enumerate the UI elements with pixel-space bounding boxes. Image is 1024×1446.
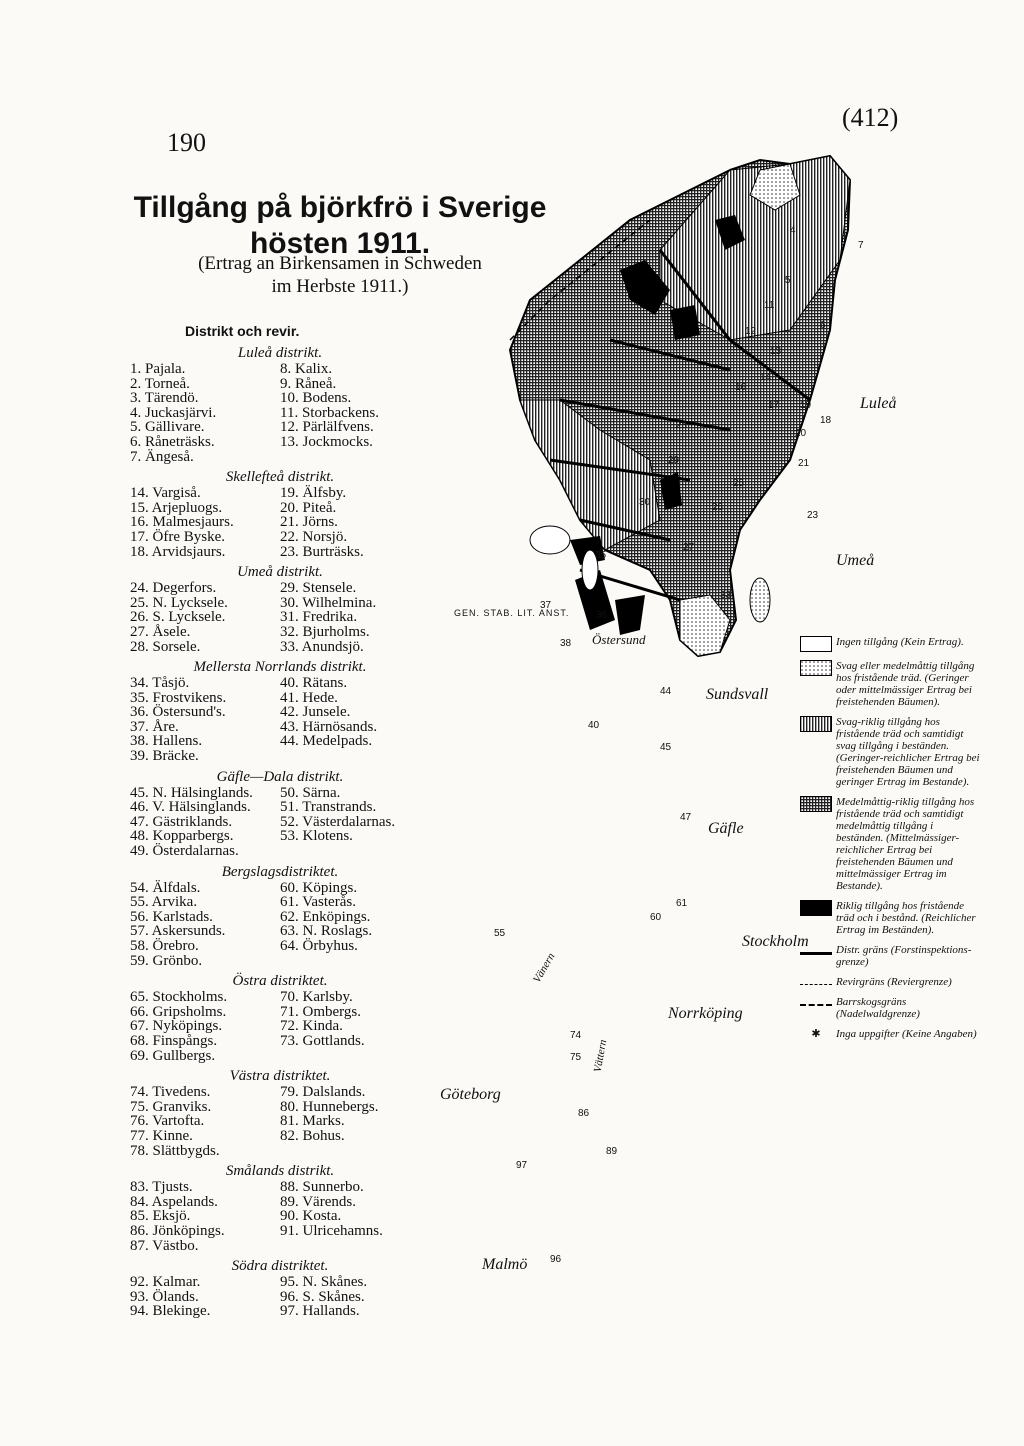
key-item — [800, 976, 980, 988]
revir-column — [130, 990, 280, 1063]
map-number-96: 96 — [550, 1254, 562, 1265]
key-swatch-vlines — [800, 716, 832, 732]
key-item — [800, 1028, 980, 1040]
subtitle-line-1: (Ertrag an Birkensamen in Schweden — [198, 253, 482, 274]
revir-item: 56. Karlstads. — [130, 908, 213, 925]
revir-item: 10. Bodens. — [280, 390, 352, 407]
district-columns — [130, 786, 450, 859]
revir-item: 97. Hallands. — [280, 1303, 360, 1320]
revir-item: 61. Vasterås. — [280, 894, 356, 911]
district-columns — [130, 881, 450, 969]
revir-item: 40. Rätans. — [280, 675, 348, 692]
map-number-17: 17 — [768, 400, 780, 411]
revir-item: 9. Råneå. — [280, 375, 337, 392]
revir-item: 75. Granviks. — [130, 1098, 212, 1115]
revir-item: 45. N. Hälsinglands. — [130, 784, 253, 801]
revir-item: 87. Västbo. — [130, 1237, 199, 1254]
map-number-7: 7 — [858, 240, 864, 251]
key-text: Riklig tillgång hos fristående träd och i bestånd. (Reichlicher Ertrag im Beständen). — [836, 900, 976, 936]
key-item — [800, 636, 980, 652]
key-text: Svag eller medelmåttig tillgång hos fristående träd. (Geringer oder mittelmässiger Ertrag bei freistehenden Bäumen). — [836, 660, 975, 708]
revir-item: 57. Askersunds. — [130, 923, 226, 940]
revir-column — [280, 581, 430, 654]
district-heading: Gäfle—Dala distrikt. — [216, 768, 344, 785]
key-swatch-thick-line — [800, 944, 832, 955]
revir-column — [130, 362, 280, 464]
map-number-47: 47 — [680, 812, 692, 823]
district-columns — [130, 486, 450, 559]
page-number: 190 — [167, 128, 206, 157]
revir-item: 26. S. Lycksele. — [130, 609, 226, 626]
revir-item: 63. N. Roslags. — [280, 923, 373, 940]
district-columns — [130, 990, 450, 1063]
revir-item: 19. Älfsby. — [280, 485, 347, 502]
revir-item: 73. Gottlands. — [280, 1032, 365, 1049]
map-number-13: 13 — [770, 346, 782, 357]
revir-item: 38. Hallens. — [130, 733, 203, 750]
revir-item: 92. Kalmar. — [130, 1274, 201, 1291]
map-number-38: 38 — [560, 638, 572, 649]
revir-item: 65. Stockholms. — [130, 989, 228, 1006]
subtitle-line-2: im Herbste 1911.) — [271, 276, 409, 297]
revir-item: 88. Sunnerbo. — [280, 1179, 364, 1196]
map-number-23: 23 — [807, 510, 819, 521]
revir-item: 90. Kosta. — [280, 1208, 342, 1225]
district-heading: Skellefteå distrikt. — [225, 469, 335, 486]
key-item — [800, 660, 980, 708]
key-text: Barrskogsgräns (Nadelwaldgrenze) — [836, 996, 920, 1020]
revir-item: 23. Burträsks. — [280, 543, 364, 560]
revir-item: 67. Nyköpings. — [130, 1018, 223, 1035]
revir-item: 48. Kopparbergs. — [130, 828, 234, 845]
revir-item: 71. Ombergs. — [280, 1003, 361, 1020]
key-text: Inga uppgifter (Keine Angaben) — [836, 1028, 977, 1040]
sweden-map — [430, 100, 890, 660]
revir-item: 14. Vargiså. — [130, 485, 201, 502]
revir-item: 93. Ölands. — [130, 1288, 199, 1305]
map-number-12: 12 — [745, 326, 757, 337]
key-item — [800, 944, 980, 968]
key-swatch-blank — [800, 636, 832, 652]
revir-item: 60. Köpings. — [280, 879, 358, 896]
revir-item: 8. Kalix. — [280, 361, 333, 377]
revir-item: 54. Älfdals. — [130, 879, 201, 896]
map-number-14: 14 — [760, 372, 772, 383]
revir-item: 4. Juckasjärvi. — [130, 404, 217, 421]
revir-item: 52. Västerdalarnas. — [280, 813, 396, 830]
map-number-29: 29 — [668, 455, 680, 466]
revir-item: 27. Åsele. — [130, 623, 191, 640]
district-columns — [130, 676, 450, 764]
revir-item: 15. Arjepluogs. — [130, 499, 223, 516]
revir-item: 78. Slättbygds. — [130, 1142, 220, 1159]
map-number-89: 89 — [606, 1146, 618, 1157]
revir-item: 86. Jönköpings. — [130, 1222, 225, 1239]
revir-item: 77. Kinne. — [130, 1127, 193, 1144]
map-number-86: 86 — [578, 1108, 590, 1119]
map-number-37: 37 — [540, 600, 552, 611]
revir-column — [280, 881, 430, 969]
revir-item: 42. Junsele. — [280, 704, 351, 721]
map-number-40: 40 — [588, 720, 600, 731]
label-umea: Umeå — [836, 552, 875, 569]
label-stockholm: Stockholm — [742, 933, 809, 950]
district-heading: Smålands distrikt. — [225, 1163, 335, 1180]
revir-item: 96. S. Skånes. — [280, 1288, 365, 1305]
district-columns — [130, 1275, 450, 1319]
revir-item: 76. Vartofta. — [130, 1113, 205, 1130]
map-number-18: 18 — [820, 415, 832, 426]
revir-item: 30. Wilhelmina. — [280, 594, 377, 611]
key-text: Distr. gräns (Forstinspektions-grenze) — [836, 944, 972, 968]
revir-item: 66. Gripsholms. — [130, 1003, 227, 1020]
district-heading: Södra distriktet. — [231, 1258, 329, 1275]
lake-vanern — [530, 526, 570, 554]
revir-item: 70. Karlsby. — [280, 989, 353, 1006]
revir-item: 55. Arvika. — [130, 894, 198, 911]
revir-column — [130, 676, 280, 764]
label-gafle: Gäfle — [708, 820, 744, 837]
map-number-74: 74 — [570, 1030, 582, 1041]
district-columns — [130, 1085, 450, 1158]
key-text: Medelmåttig-riklig tillgång hos fristående träd och samtidigt medelmåttig tillgång i beständen. (Mittelmässiger-reichlicher Ertrag bei freistehenden Bäumen und mittelmässiger Ertrag im Bestande). — [836, 796, 975, 892]
revir-column — [280, 990, 430, 1063]
revir-column — [280, 1180, 430, 1253]
district-heading: Luleå distrikt. — [237, 345, 323, 361]
credit: GEN. STAB. LIT. ANST. — [454, 608, 570, 618]
district-columns — [130, 1180, 450, 1253]
revir-item: 74. Tivedens. — [130, 1084, 211, 1101]
revir-column — [280, 362, 430, 464]
label-vanern: Vänern — [530, 950, 558, 986]
revir-column — [130, 486, 280, 559]
revir-item: 35. Frostvikens. — [130, 689, 227, 706]
district-columns — [130, 362, 450, 464]
district-columns — [130, 581, 450, 654]
revir-item: 2. Torneå. — [130, 375, 190, 392]
revir-item: 32. Bjurholms. — [280, 623, 370, 640]
revir-item: 11. Storbackens. — [280, 404, 380, 421]
district-list — [130, 340, 450, 1319]
key-swatch-dash-line — [800, 976, 832, 985]
revir-item: 80. Hunnebergs. — [280, 1098, 379, 1115]
title-line-2: hösten 1911. — [249, 227, 431, 260]
key-item — [800, 796, 980, 892]
key-text: Ingen tillgång (Kein Ertrag). — [836, 636, 964, 648]
revir-item: 21. Jörns. — [280, 514, 338, 531]
map-number-11: 11 — [764, 300, 775, 311]
revir-column — [280, 486, 430, 559]
revir-item: 16. Malmesjaurs. — [130, 514, 234, 531]
revir-item: 84. Aspelands. — [130, 1193, 218, 1210]
map-number-6: 6 — [820, 320, 826, 331]
map-number-27: 27 — [683, 542, 695, 553]
key-text: Revirgräns (Reviergrenze) — [836, 976, 952, 988]
revir-item: 31. Fredrika. — [280, 609, 358, 626]
district-heading: Mellersta Norrlands distrikt. — [193, 659, 367, 676]
map-number-33: 33 — [720, 590, 732, 601]
map-number-60: 60 — [650, 912, 662, 923]
map-number-97: 97 — [516, 1160, 528, 1171]
revir-item: 83. Tjusts. — [130, 1179, 193, 1196]
revir-item: 95. N. Skånes. — [280, 1274, 368, 1291]
revir-item: 51. Transtrands. — [280, 799, 377, 816]
district-heading: Östra distriktet. — [232, 973, 328, 990]
revir-item: 49. Österdalarnas. — [130, 843, 239, 860]
revir-item: 34. Tåsjö. — [130, 675, 190, 692]
label-goteborg: Göteborg — [440, 1086, 501, 1103]
label-malmo: Malmö — [482, 1256, 528, 1273]
revir-item: 24. Degerfors. — [130, 580, 217, 597]
map-number-19: 19 — [800, 400, 812, 411]
revir-item: 91. Ulricehamns. — [280, 1222, 383, 1239]
label-vattern: Vättern — [591, 1038, 610, 1074]
revir-item: 17. Öfre Byske. — [130, 528, 225, 545]
revir-item: 41. Hede. — [280, 689, 338, 706]
revir-item: 64. Örbyhus. — [280, 938, 358, 954]
label-sundsvall: Sundsvall — [706, 686, 769, 703]
revir-item: 58. Örebro. — [130, 938, 199, 954]
label-lulea: Luleå — [860, 395, 897, 412]
label-norrkoping: Norrköping — [668, 1005, 743, 1022]
map-number-61: 61 — [676, 898, 688, 909]
revir-item: 1. Pajala. — [130, 361, 186, 377]
revir-item: 18. Arvidsjaurs. — [130, 543, 226, 560]
revir-item: 46. V. Hälsinglands. — [130, 799, 251, 816]
revir-item: 47. Gästriklands. — [130, 813, 233, 830]
revir-item: 22. Norsjö. — [280, 528, 348, 545]
map-number-30: 30 — [639, 497, 651, 508]
key-item — [800, 716, 980, 788]
key-swatch-dots — [800, 660, 832, 676]
revir-column — [280, 676, 430, 764]
region-27-rich — [670, 305, 700, 340]
revir-item: 82. Bohus. — [280, 1127, 345, 1144]
revir-column — [130, 1180, 280, 1253]
revir-item: 81. Marks. — [280, 1113, 345, 1130]
map-number-75: 75 — [570, 1052, 582, 1063]
key-swatch-asterisk: ✱ — [811, 1028, 821, 1040]
key-text: Svag-riklig tillgång hos fristående träd och samtidigt svag tillgång i beständen. (Geringer-reichlicher Ertrag bei freistehenden Bäumen und geringer Ertrag im Bestande). — [836, 716, 980, 788]
revir-item: 44. Medelpads. — [280, 733, 373, 750]
revir-column — [280, 786, 430, 859]
key-swatch-black — [800, 900, 832, 916]
map-number-20: 20 — [795, 428, 807, 439]
district-heading: Västra distriktet. — [229, 1068, 331, 1085]
revir-item: 69. Gullbergs. — [130, 1047, 216, 1064]
revir-item: 20. Piteå. — [280, 499, 337, 516]
map-number-44: 44 — [660, 686, 672, 697]
legend-heading: Distrikt och revir. — [185, 323, 300, 339]
revir-item: 94. Blekinge. — [130, 1303, 211, 1320]
revir-item: 85. Eksjö. — [130, 1208, 191, 1225]
map-number-45: 45 — [660, 742, 672, 753]
revir-item: 36. Östersund's. — [130, 704, 226, 721]
revir-item: 53. Klotens. — [280, 828, 353, 845]
revir-item: 39. Bräcke. — [130, 748, 199, 765]
revir-item: 25. N. Lycksele. — [130, 594, 228, 611]
revir-column — [280, 1085, 430, 1158]
map-number-21: 21 — [798, 458, 810, 469]
revir-column — [280, 1275, 430, 1319]
map-number-16: 16 — [735, 382, 747, 393]
map-number-26: 26 — [712, 502, 724, 513]
revir-item: 37. Åre. — [130, 718, 179, 735]
map-number-36: 36 — [596, 610, 608, 621]
revir-item: 50. Särna. — [280, 784, 341, 801]
region-89-rich — [615, 595, 645, 635]
revir-item: 29. Stensele. — [280, 580, 357, 597]
title-line-1: Tillgång på björkfrö i Sverige — [133, 191, 547, 224]
revir-column — [130, 786, 280, 859]
revir-item: 72. Kinda. — [280, 1018, 343, 1035]
plate-number: (412) — [842, 103, 899, 132]
revir-item: 62. Enköpings. — [280, 908, 371, 925]
map-number-5: 5 — [785, 275, 791, 286]
revir-item: 43. Härnösands. — [280, 718, 378, 735]
revir-item: 13. Jockmocks. — [280, 433, 373, 450]
revir-item: 89. Värends. — [280, 1193, 356, 1210]
revir-item: 33. Anundsjö. — [280, 638, 364, 655]
map-number-4: 4 — [790, 225, 796, 236]
revir-column — [130, 1275, 280, 1319]
map-number-25: 25 — [733, 478, 745, 489]
revir-item: 5. Gällivare. — [130, 419, 205, 436]
revir-column — [130, 1085, 280, 1158]
key-swatch-grid — [800, 796, 832, 812]
district-heading: Umeå distrikt. — [237, 564, 323, 581]
district-heading: Bergslagsdistriktet. — [221, 863, 339, 880]
key-item — [800, 996, 980, 1020]
map-number-28: 28 — [676, 420, 688, 431]
revir-item: 12. Pärlälfvens. — [280, 419, 374, 436]
map-key — [800, 636, 980, 1048]
revir-item: 7. Ängeså. — [130, 448, 194, 465]
revir-item: 68. Finspångs. — [130, 1032, 218, 1049]
revir-column — [130, 881, 280, 969]
revir-item: 6. Råneträsks. — [130, 433, 215, 450]
key-item — [800, 900, 980, 936]
revir-item: 79. Dalslands. — [280, 1084, 366, 1101]
map-number-55: 55 — [494, 928, 506, 939]
key-swatch-dash-curve — [800, 996, 832, 1006]
revir-column — [130, 581, 280, 654]
revir-item: 28. Sorsele. — [130, 638, 201, 655]
gotland-island — [750, 578, 770, 622]
label-ostersund: Östersund — [592, 632, 646, 647]
map-number-35: 35 — [595, 550, 607, 561]
revir-item: 59. Grönbo. — [130, 952, 203, 969]
revir-item: 3. Tärendö. — [130, 390, 199, 407]
